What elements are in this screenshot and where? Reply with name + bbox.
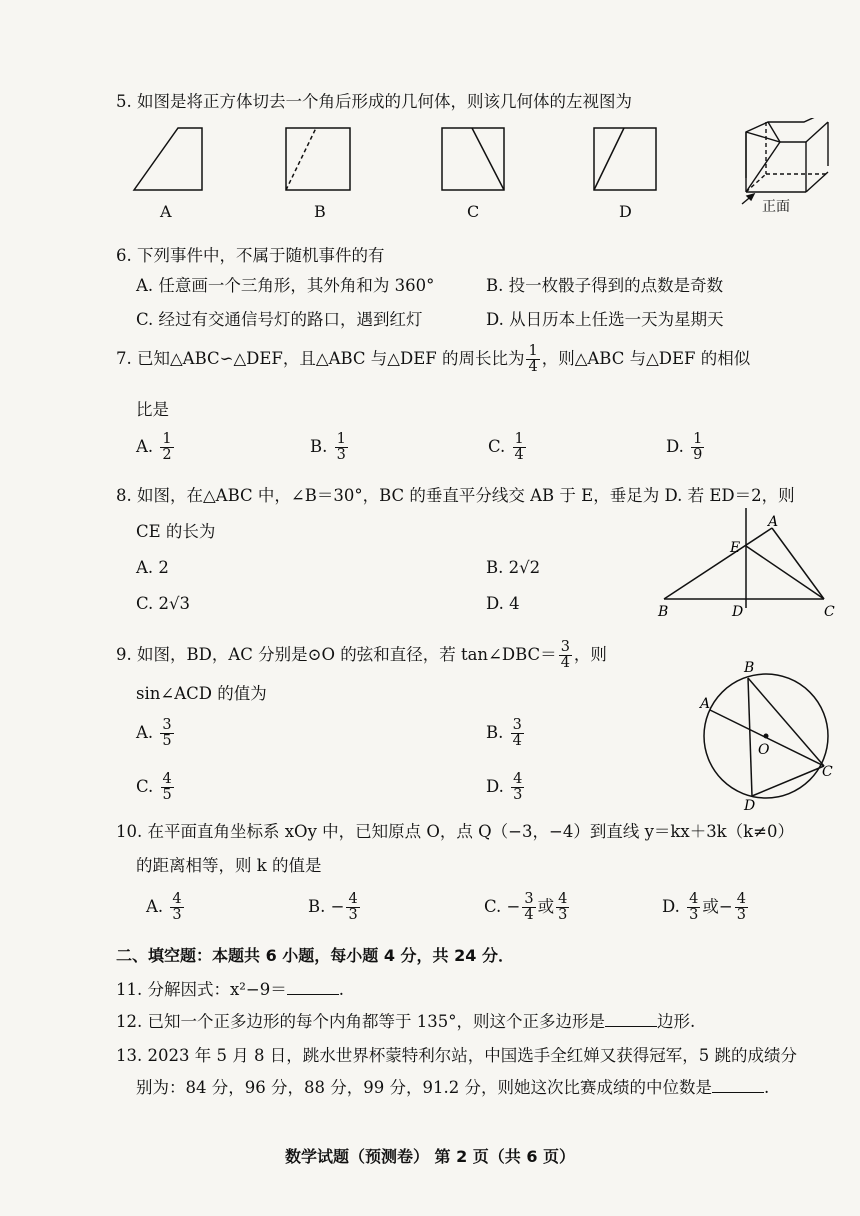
- q7-ratio-fraction: [526, 344, 539, 375]
- q8-stem-line1: 8. 如图，在△ABC 中，∠B＝30°，BC 的垂直平分线交 AB 于 E，垂足为 D. 若 ED＝2，则: [116, 486, 795, 505]
- q10-option-c: C. − $\frac{3}{4}$ 或 $\frac{4}{3}$: [484, 891, 568, 924]
- q5-figures: [120, 118, 840, 228]
- q9-point-o: O: [758, 742, 770, 758]
- q11-stem: 11. 分解因式：x²−9＝: [116, 980, 287, 999]
- q8-option-d: D. 4: [486, 594, 520, 613]
- q5-view-a: [134, 128, 202, 190]
- q6-option-a: A. 任意画一个三角形，其外角和为 360°: [136, 276, 435, 295]
- q8-point-d: D: [732, 604, 744, 620]
- q7-option-b: B. $\frac{1}{3}$: [310, 431, 346, 464]
- q8-option-c: C. 2√3: [136, 594, 191, 613]
- q5-view-c: [442, 128, 504, 190]
- q9-point-a: A: [700, 696, 711, 712]
- q10-stem-line1: 10. 在平面直角坐标系 xOy 中，已知原点 O，点 Q（−3，−4）到直线 y＝kx＋3k（k≠0）: [116, 822, 795, 841]
- q5-view-d: [594, 128, 656, 190]
- q7-stem-part1: 7. 已知△ABC∽△DEF，且△ABC 与△DEF 的周长比为: [116, 349, 525, 369]
- q5-view-b: [286, 128, 350, 190]
- q5-front-label: 正面: [762, 199, 790, 215]
- q8-point-a: A: [768, 514, 779, 530]
- q9-point-c: C: [822, 764, 833, 780]
- q12: [116, 1012, 695, 1032]
- q11-answer-blank[interactable]: [287, 980, 339, 995]
- q6-option-b: B. 投一枚骰子得到的点数是奇数: [486, 276, 724, 295]
- q9-option-c: C. $\frac{4}{5}$: [136, 771, 172, 804]
- q9-point-d: D: [744, 798, 756, 812]
- q13-end: .: [763, 1078, 770, 1097]
- q5-label-b: B: [314, 202, 326, 221]
- q9-option-d: D. $\frac{4}{3}$: [486, 771, 523, 804]
- page-footer: 数学试题（预测卷） 第 2 页（共 6 页）: [284, 1147, 576, 1166]
- q5-label-a: A: [160, 202, 172, 221]
- q7-ratio-num: 1: [528, 343, 538, 359]
- q8-stem-line2: CE 的长为: [136, 522, 216, 541]
- q10-option-b: B. − $\frac{4}{3}$: [308, 891, 358, 924]
- q9-tan-den: 4: [560, 655, 570, 672]
- q10-option-d: D. $\frac{4}{3}$ 或− $\frac{4}{3}$: [662, 891, 746, 924]
- q5-label-d: D: [619, 202, 632, 221]
- q7-option-c: C. $\frac{1}{4}$: [488, 431, 524, 464]
- q10-stem-line2: 的距离相等，则 k 的值是: [136, 856, 322, 875]
- q12-end: 边形.: [656, 1012, 696, 1031]
- q13-line1: 13. 2023 年 5 月 8 日，跳水世界杯蒙特利尔站，中国选手全红婵又获得冠军，5 跳的成绩分: [116, 1046, 797, 1065]
- q5-solid-figure: [742, 118, 828, 204]
- q9-stem: [116, 640, 607, 671]
- q8-option-a: A. 2: [136, 558, 169, 577]
- q9-circle-figure: [690, 656, 850, 812]
- q5-stem: 5. 如图是将正方体切去一个角后形成的几何体，则该几何体的左视图为: [116, 92, 632, 111]
- q7-stem-part2: ，则△ABC 与△DEF 的相似: [541, 349, 751, 369]
- q7-stem-line2: 比是: [136, 400, 169, 419]
- q6-option-c: C. 经过有交通信号灯的路口，遇到红灯: [136, 310, 423, 329]
- q6-option-d: D. 从日历本上任选一天为星期天: [486, 310, 724, 329]
- q9-stem-part2: ，则: [573, 645, 607, 665]
- q7-stem: [116, 344, 750, 375]
- q9-point-b: B: [744, 660, 755, 676]
- q10-option-a: A. $\frac{4}{3}$: [146, 891, 182, 924]
- q5-label-c: C: [467, 202, 480, 221]
- q8-point-e: E: [730, 540, 741, 556]
- q9-option-a: A. $\frac{3}{5}$: [136, 717, 172, 750]
- q9-tan-num: 3: [560, 639, 570, 655]
- q13-answer-blank[interactable]: [712, 1078, 764, 1093]
- q7-option-d: D. $\frac{1}{9}$: [666, 431, 703, 464]
- q9-stem-line2: sin∠ACD 的值为: [136, 684, 267, 703]
- q11-end: .: [338, 980, 344, 999]
- q6-stem: 6. 下列事件中，不属于随机事件的有: [116, 246, 385, 265]
- q9-tan-fraction: [559, 640, 572, 671]
- section2-heading: 二、填空题：本题共 6 小题，每小题 4 分，共 24 分．: [116, 946, 514, 965]
- q11: [116, 980, 344, 1000]
- q7-ratio-den: 4: [528, 359, 538, 376]
- q12-answer-blank[interactable]: [605, 1012, 657, 1027]
- q13-line2-text: 别为：84 分，96 分，88 分，99 分，91.2 分，则她这次比赛成绩的中位数是: [136, 1078, 712, 1097]
- q8-point-c: C: [824, 604, 835, 620]
- q13-line2: [136, 1078, 769, 1098]
- q8-option-b: B. 2√2: [486, 558, 541, 577]
- q9-option-b: B. $\frac{3}{4}$: [486, 717, 522, 750]
- q7-option-a: A. $\frac{1}{2}$: [136, 431, 172, 464]
- q8-triangle-figure: [650, 508, 850, 624]
- q9-stem-part1: 9. 如图，BD，AC 分别是⊙O 的弦和直径，若 tan∠DBC＝: [116, 645, 557, 665]
- q12-stem: 12. 已知一个正多边形的每个内角都等于 135°，则这个正多边形是: [116, 1012, 605, 1031]
- q8-point-b: B: [658, 604, 669, 620]
